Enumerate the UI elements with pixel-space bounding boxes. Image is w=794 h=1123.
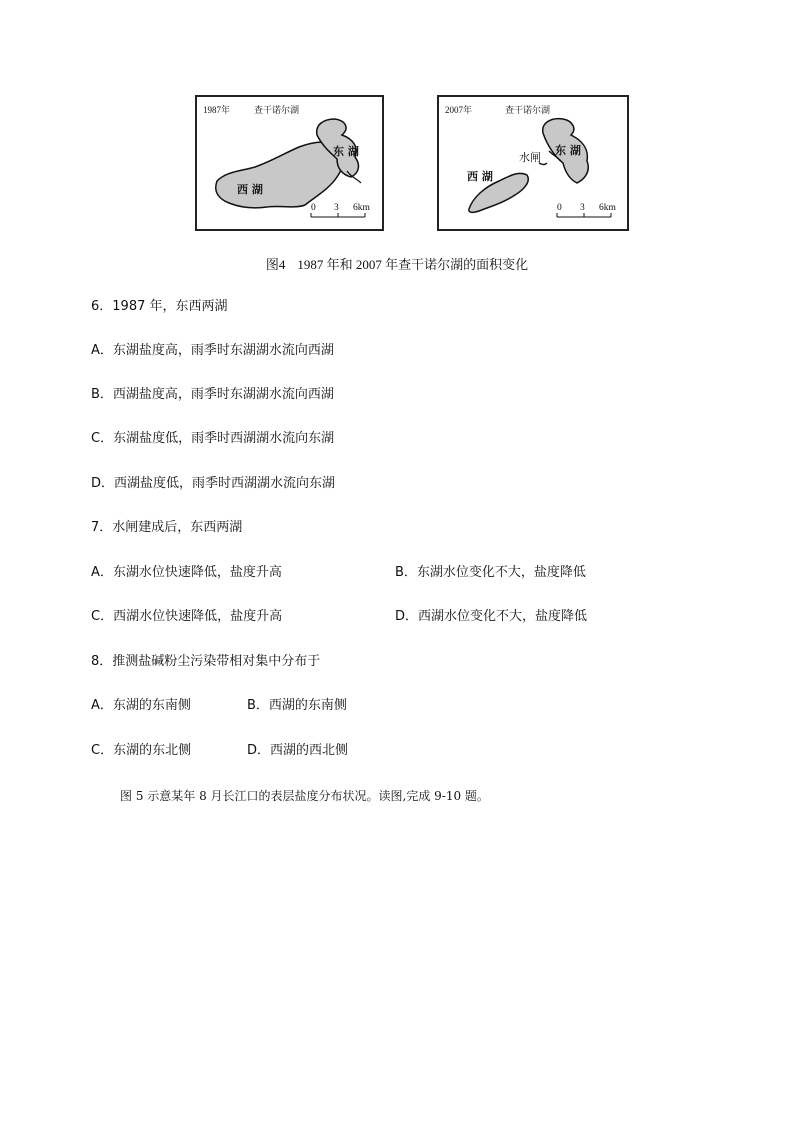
east-lake-label: 东 湖 — [555, 144, 581, 157]
question-6-option-a: A．东湖盐度高，雨季时东湖湖水流向西湖 — [91, 343, 334, 358]
west-lake-label: 西 湖 — [467, 170, 493, 183]
question-7-stem: 7．水闸建成后，东西两湖 — [91, 520, 243, 535]
lake-name: 查干诺尔湖 — [505, 106, 551, 116]
figure-5-intro: 图 5 示意某年 8 月长江口的表层盐度分布状况。读图,完成 9-10 题。 — [120, 789, 489, 803]
question-6-stem: 6．1987 年，东西两湖 — [91, 299, 228, 314]
question-7-option-a: A．东湖水位快速降低，盐度升高 — [91, 565, 282, 580]
scale-6km: 6km — [353, 203, 370, 213]
sluice-label: 水闸 — [519, 151, 541, 164]
question-6-option-c: C．东湖盐度低，雨季时西湖湖水流向东湖 — [91, 431, 335, 446]
scale-6km: 6km — [599, 203, 616, 213]
scale-0: 0 — [557, 203, 562, 213]
question-8-option-a: A．东湖的东南侧 — [91, 698, 191, 713]
scale-3: 3 — [334, 203, 339, 213]
question-8-stem: 8．推测盐碱粉尘污染带相对集中分布于 — [91, 654, 321, 669]
map-year: 1987年 — [203, 105, 231, 115]
scale-0: 0 — [311, 203, 316, 213]
question-7-option-d: D．西湖水位变化不大，盐度降低 — [395, 609, 588, 624]
caption-number: 图4 — [265, 257, 286, 272]
question-7-option-c: C．西湖水位快速降低，盐度升高 — [91, 609, 283, 624]
question-8-option-b: B．西湖的东南侧 — [247, 698, 347, 713]
west-lake-label: 西 湖 — [237, 183, 263, 196]
map-year: 2007年 — [445, 105, 473, 115]
figure-caption — [0, 254, 794, 273]
question-8-option-d: D．西湖的西北侧 — [247, 743, 349, 758]
map-2007 — [437, 95, 629, 231]
lake-name: 查干诺尔湖 — [254, 106, 300, 116]
map-1987 — [195, 95, 384, 231]
scale-3: 3 — [580, 203, 585, 213]
question-8-option-c: C．东湖的东北侧 — [91, 743, 192, 758]
question-6-option-b: B．西湖盐度高，雨季时东湖湖水流向西湖 — [91, 387, 334, 402]
caption-text: 1987 年和 2007 年查干诺尔湖的面积变化 — [297, 257, 529, 272]
question-6-option-d: D．西湖盐度低，雨季时西湖湖水流向东湖 — [91, 476, 336, 491]
east-lake-label: 东 湖 — [333, 145, 359, 158]
question-7-option-b: B．东湖水位变化不大，盐度降低 — [395, 565, 586, 580]
